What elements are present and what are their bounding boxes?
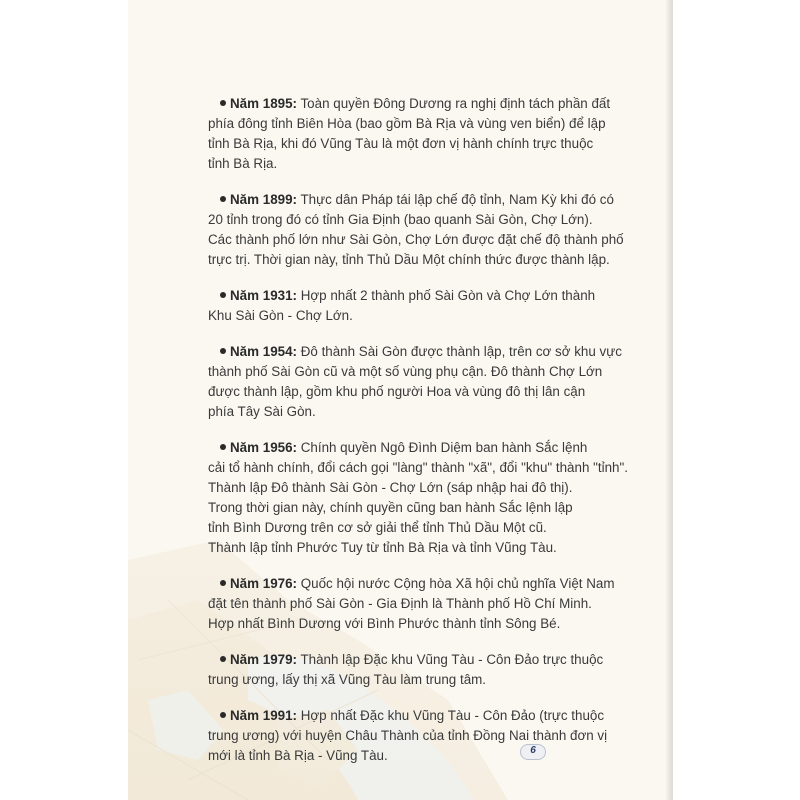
- timeline-entry: [208, 286, 673, 326]
- entry-text-line: tỉnh Bà Rịa.: [208, 156, 278, 171]
- entry-text-line: trực trị. Thời gian này, tỉnh Thủ Dầu Một chính thức được thành lập.: [208, 252, 610, 267]
- entry-year: Năm 1979:: [230, 652, 297, 667]
- entry-text-line: Quốc hội nước Cộng hòa Xã hội chủ nghĩa Việt Nam: [300, 576, 615, 591]
- entry-year: Năm 1956:: [230, 440, 297, 455]
- entry-text-line: thành phố Sài Gòn cũ và một số vùng phụ cận. Đô thành Chợ Lớn: [208, 364, 603, 379]
- page-number-container: [520, 744, 546, 760]
- entry-year: Năm 1895:: [230, 96, 297, 111]
- bullet-icon: [220, 712, 226, 718]
- bullet-icon: [220, 580, 226, 586]
- bullet-icon: [220, 656, 226, 662]
- bullet-icon: [220, 292, 226, 298]
- entry-text-line: Hợp nhất 2 thành phố Sài Gòn và Chợ Lớn thành: [300, 288, 596, 303]
- timeline-entry: [208, 94, 673, 174]
- entry-text-line: Thành lập Đô thành Sài Gòn - Chợ Lớn (sáp nhập hai đô thị).: [208, 480, 573, 495]
- entry-text-line: mới là tỉnh Bà Rịa - Vũng Tàu.: [208, 748, 388, 763]
- timeline-content: [208, 94, 673, 782]
- timeline-entry: [208, 190, 673, 270]
- page-edge-shadow: [666, 0, 673, 800]
- entry-text-line: trung ương) với huyện Châu Thành của tỉnh Đồng Nai thành đơn vị: [208, 728, 608, 743]
- entry-text-line: 20 tỉnh trong đó có tỉnh Gia Định (bao quanh Sài Gòn, Chợ Lớn).: [208, 212, 593, 227]
- entry-text-line: Đô thành Sài Gòn được thành lập, trên cơ sở khu vực: [300, 344, 622, 359]
- entry-text-line: Trong thời gian này, chính quyền cũng ban hành Sắc lệnh lập: [208, 500, 573, 515]
- entry-text-line: tỉnh Bà Rịa, khi đó Vũng Tàu là một đơn vị hành chính trực thuộc: [208, 136, 594, 151]
- entry-year: Năm 1976:: [230, 576, 297, 591]
- bullet-icon: [220, 196, 226, 202]
- entry-text-line: Toàn quyền Đông Dương ra nghị định tách phần đất: [300, 96, 611, 111]
- timeline-entry: [208, 650, 673, 690]
- entry-text-line: cải tổ hành chính, đổi cách gọi "làng" thành "xã", đổi "khu" thành "tỉnh".: [208, 460, 628, 475]
- entry-text-line: đặt tên thành phố Sài Gòn - Gia Định là Thành phố Hồ Chí Minh.: [208, 596, 592, 611]
- entry-text-line: Các thành phố lớn như Sài Gòn, Chợ Lớn được đặt chế độ thành phố: [208, 232, 624, 247]
- timeline-entry: [208, 706, 673, 766]
- entry-text-line: Hợp nhất Bình Dương với Bình Phước thành tỉnh Sông Bé.: [208, 616, 561, 631]
- entry-text-line: Thành lập Đặc khu Vũng Tàu - Côn Đảo trực thuộc: [300, 652, 604, 667]
- book-page: [128, 0, 673, 800]
- entry-text-line: trung ương, lấy thị xã Vũng Tàu làm trung tâm.: [208, 672, 487, 687]
- entry-text-line: Khu Sài Gòn - Chợ Lớn.: [208, 308, 353, 323]
- entry-text-line: phía đông tỉnh Biên Hòa (bao gồm Bà Rịa và vùng ven biển) để lập: [208, 116, 606, 131]
- entry-text-line: Thực dân Pháp tái lập chế độ tỉnh, Nam Kỳ khi đó có: [300, 192, 614, 207]
- bullet-icon: [220, 100, 226, 106]
- entry-year: Năm 1931:: [230, 288, 297, 303]
- bullet-icon: [220, 348, 226, 354]
- entry-text-line: Chính quyền Ngô Đình Diệm ban hành Sắc lệnh: [300, 440, 588, 455]
- timeline-entry: [208, 438, 673, 558]
- entry-text-line: tỉnh Bình Dương trên cơ sở giải thể tỉnh Thủ Dầu Một cũ.: [208, 520, 547, 535]
- entry-text-line: được thành lập, gồm khu phố người Hoa và vùng đô thị lân cận: [208, 384, 586, 399]
- timeline-entry: [208, 574, 673, 634]
- entry-year: Năm 1954:: [230, 344, 297, 359]
- entry-text-line: phía Tây Sài Gòn.: [208, 404, 316, 419]
- entry-text-line: Thành lập tỉnh Phước Tuy từ tỉnh Bà Rịa và tỉnh Vũng Tàu.: [208, 540, 557, 555]
- entry-year: Năm 1991:: [230, 708, 297, 723]
- bullet-icon: [220, 444, 226, 450]
- entry-year: Năm 1899:: [230, 192, 297, 207]
- entry-text-line: Hợp nhất Đặc khu Vũng Tàu - Côn Đảo (trực thuộc: [300, 708, 605, 723]
- page-number: 6: [530, 745, 536, 756]
- timeline-entry: [208, 342, 673, 422]
